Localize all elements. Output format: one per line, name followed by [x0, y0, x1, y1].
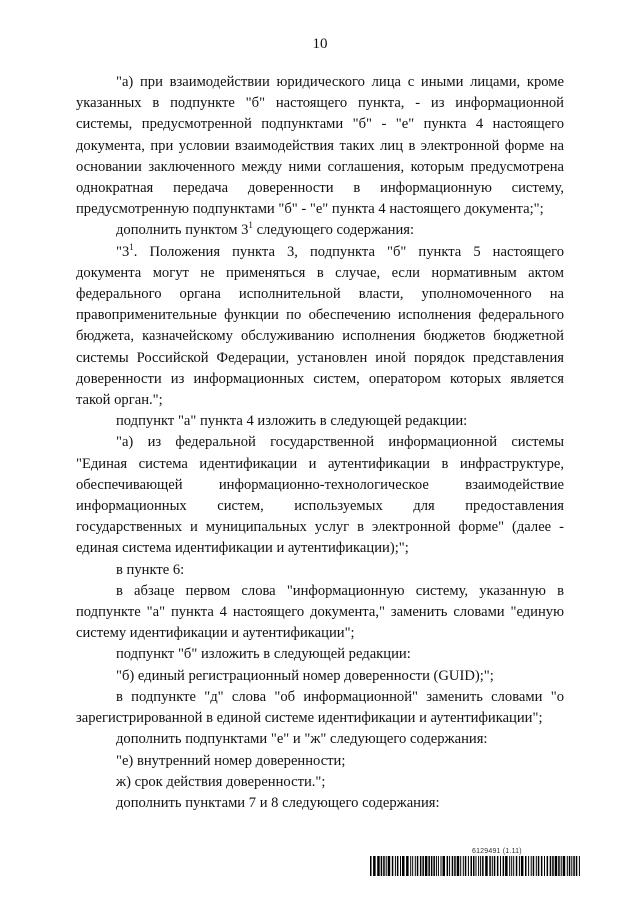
barcode-bar	[383, 856, 385, 876]
barcode-bar	[482, 856, 484, 876]
barcode-bar	[555, 856, 558, 876]
barcode-bar	[489, 856, 491, 876]
barcode-bar	[415, 856, 416, 876]
barcode-bar	[441, 856, 442, 876]
barcode-bar	[494, 856, 496, 876]
barcode-bar	[397, 856, 399, 876]
barcode-bar	[465, 856, 467, 876]
barcode-bar	[485, 856, 488, 876]
barcode-bar	[505, 856, 508, 876]
barcode-bar	[525, 856, 527, 876]
barcode-bar	[406, 856, 409, 876]
barcode-bar	[511, 856, 512, 876]
barcode-bar	[492, 856, 493, 876]
barcode-bar	[417, 856, 419, 876]
paragraph: в пункте 6:	[116, 561, 185, 578]
barcode-bar	[370, 856, 372, 876]
paragraph: в абзаце первом слова "информационную систему, указанную в подпункте "а" пункта 4 настоящего документа," заменить словами "единую систему идентификации и аутентификации";	[76, 582, 564, 642]
barcode-bar	[422, 856, 424, 876]
barcode-bar	[420, 856, 422, 876]
barcode-bar	[576, 856, 578, 876]
barcode-bar	[579, 856, 580, 876]
barcode	[370, 856, 582, 876]
barcode-bar	[550, 856, 552, 876]
barcode-bar	[400, 856, 401, 876]
barcode-bar	[513, 856, 514, 876]
barcode-bar	[478, 856, 479, 876]
barcode-bar	[381, 856, 383, 876]
barcode-bar	[412, 856, 413, 876]
barcode-bar	[395, 856, 396, 876]
barcode-bar	[521, 856, 524, 876]
paragraph: дополнить пунктами 7 и 8 следующего содержания:	[116, 794, 440, 811]
barcode-bar	[433, 856, 435, 876]
barcode-bar	[516, 856, 518, 876]
barcode-bar	[471, 856, 473, 876]
paragraph: "а) при взаимодействии юридического лица с иными лицами, кроме указанных в подпункте "б" настоящего пункта, - из информационной системы, предусмотренной подпунктами "б" - "е" пункта 4 настоящего документа, при условии взаимодействия таких лиц в электронной форме на основании заключенного между ними соглашения, которым предусмотрена однократная передача доверенности в информационную систему, предусмотренную подпунктами "б" - "е" пункта 4 настоящего документа;";	[76, 74, 564, 218]
barcode-bar	[563, 856, 566, 876]
barcode-bar	[443, 856, 446, 876]
barcode-bar	[386, 856, 387, 876]
barcode-bar	[463, 856, 464, 876]
barcode-bar	[480, 856, 481, 876]
page-number: 10	[312, 36, 328, 52]
paragraph: дополнить пунктом $3^1$ следующего содержания:	[116, 220, 415, 239]
paragraph: в подпункте "д" слова "об информационной" заменить словами "о зарегистрированной в единой системе идентификации и аутентификации";	[76, 688, 564, 727]
barcode-bar	[447, 856, 449, 876]
document-code: 6129491 (1.11)	[472, 848, 522, 855]
barcode-bar	[438, 856, 439, 876]
barcode-bar	[569, 856, 571, 876]
barcode-bar	[392, 856, 394, 876]
barcode-bar	[402, 856, 405, 876]
barcode-bar	[468, 856, 469, 876]
barcode-bar	[552, 856, 554, 876]
superscript: 1	[129, 241, 134, 252]
barcode-bar	[531, 856, 532, 876]
barcode-bar	[538, 856, 540, 876]
superscript: 1	[248, 220, 253, 231]
paragraph: "$3^1$. Положения пункта 3, подпункта "б" пункта 5 настоящего документа могут не применяться в случае, если нормативным актом федерального органа исполнительной власти, уполномоченного на правоприменительные функции по обеспечению исполнения федерального бюджета, казначейскому обслуживанию исполнения бюджетов бюджетной системы Российской Федерации, установлен иной порядок представления доверенности из информационных систем, оператором которых является такой орган.";	[76, 241, 564, 409]
barcode-bar	[558, 856, 560, 876]
barcode-bar	[544, 856, 545, 876]
barcode-bar	[528, 856, 529, 876]
barcode-bar	[454, 856, 456, 876]
barcode-bar	[473, 856, 475, 876]
barcode-bar	[377, 856, 380, 876]
barcode-bar	[541, 856, 543, 876]
barcode-bar	[388, 856, 391, 876]
barcode-bar	[573, 856, 575, 876]
barcode-bar	[509, 856, 510, 876]
barcode-bar	[476, 856, 477, 876]
barcode-bar	[428, 856, 430, 876]
paragraph: "а) из федеральной государственной информационной системы "Единая система идентификации и аутентификации в инфраструктуре, обеспечивающей информационно-технологическое взаимодействие информационных систем, используемых для предоставления государственных и муниципальных услуг в электронной форме" (далее - единая система идентификации и аутентификации);";	[76, 434, 564, 557]
paragraph: подпункт "а" пункта 4 изложить в следующей редакции:	[116, 413, 468, 430]
barcode-bar	[567, 856, 568, 876]
barcode-bar	[536, 856, 537, 876]
barcode-bar	[373, 856, 376, 876]
document-body	[76, 72, 564, 814]
barcode-bar	[410, 856, 411, 876]
paragraph: дополнить подпунктами "е" и "ж" следующего содержания:	[116, 731, 488, 748]
barcode-bar	[457, 856, 460, 876]
barcode-bar	[452, 856, 454, 876]
barcode-bar	[503, 856, 505, 876]
barcode-bar	[425, 856, 428, 876]
barcode-bar	[497, 856, 499, 876]
barcode-bar	[571, 856, 572, 876]
paragraph: подпункт "б" изложить в следующей редакции:	[116, 646, 411, 663]
paragraph: ж) срок действия доверенности.";	[116, 773, 326, 790]
barcode-bar	[460, 856, 461, 876]
paragraph: "е) внутренний номер доверенности;	[116, 752, 346, 769]
barcode-bar	[500, 856, 501, 876]
barcode-bar	[547, 856, 549, 876]
barcode-bar	[449, 856, 450, 876]
barcode-bar	[561, 856, 562, 876]
barcode-bar	[533, 856, 535, 876]
paragraph: "б) единый регистрационный номер доверенности (GUID);";	[116, 667, 494, 684]
barcode-bar	[519, 856, 520, 876]
barcode-bar	[431, 856, 433, 876]
barcode-bar	[436, 856, 437, 876]
